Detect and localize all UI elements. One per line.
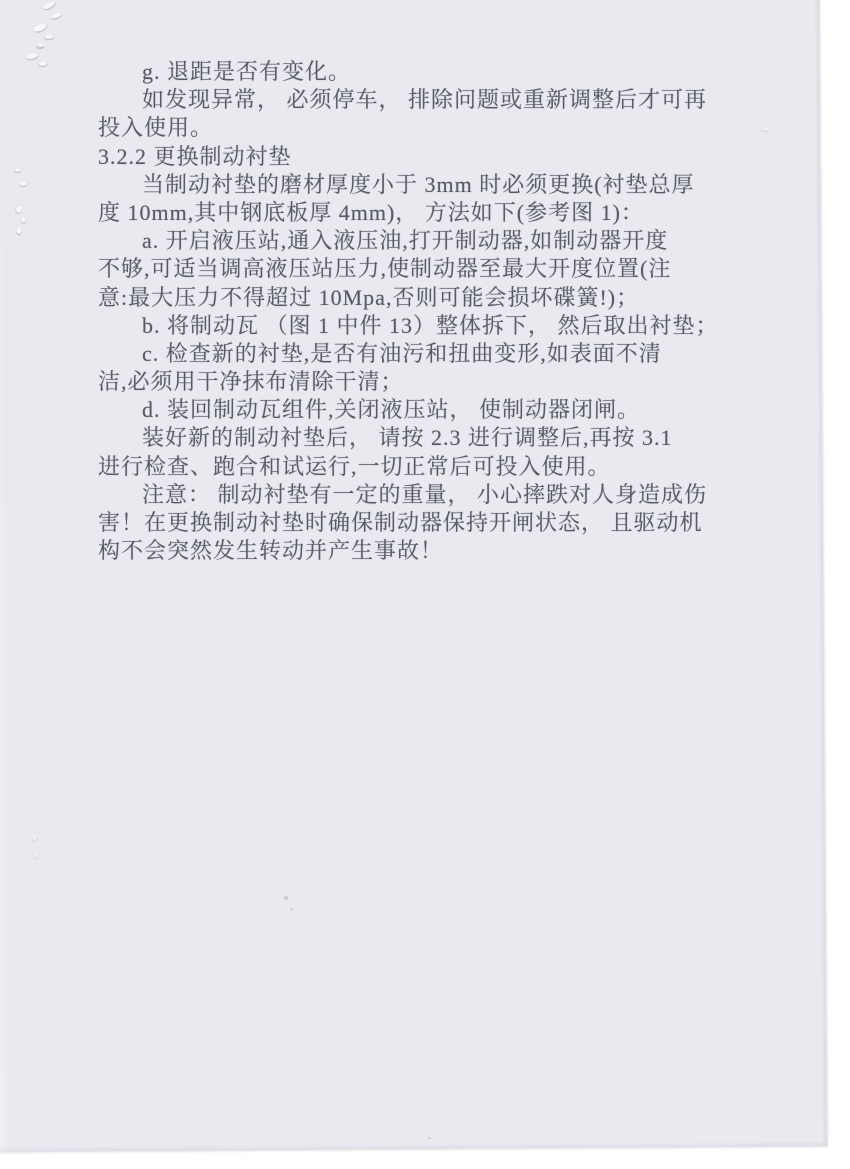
document-line: 如发现异常， 必须停车， 排除问题或重新调整后才可再 — [142, 87, 708, 113]
document-body — [98, 58, 758, 565]
document-line: 洁,必须用干净抹布清除干清； — [98, 369, 404, 395]
document-line: 投入使用。 — [98, 115, 214, 141]
document-line: d. 装回制动瓦组件,关闭液压站， 使制动器闭闸。 — [142, 397, 641, 423]
document-line: 注意： 制动衬垫有一定的重量， 小心摔跌对人身造成伤 — [142, 481, 708, 507]
document-line: 害！在更换制动衬垫时确保制动器保持开闸状态， 且驱动机 — [98, 510, 703, 535]
document-line: 进行检查、跑合和试运行,一切正常后可投入使用。 — [98, 453, 611, 479]
document-line: 意:最大压力不得超过 10Mpa,否则可能会损坏碟簧!)； — [98, 284, 640, 310]
scan-speck — [34, 851, 38, 858]
document-line: a. 开启液压站,通入液压油,打开制动器,如制动器开度 — [142, 228, 669, 254]
scan-speck — [37, 43, 44, 47]
document-line: 3.2.2 更换制动衬垫 — [98, 143, 292, 169]
document-line: 不够,可适当调高液压站压力,使制动器至最大开度位置(注 — [98, 256, 672, 282]
scan-speck — [44, 34, 54, 39]
scan-speck — [762, 127, 769, 131]
scan-smudge — [284, 896, 288, 900]
scan-smudge — [290, 908, 293, 911]
scan-speck — [38, 61, 47, 66]
document-line: c. 检查新的衬垫,是否有油污和扭曲变形,如表面不清 — [142, 340, 662, 366]
document-line: b. 将制动瓦 （图 1 中件 13）整体拆下， 然后取出衬垫； — [142, 312, 719, 338]
document-line: 当制动衬垫的磨材厚度小于 3mm 时必须更换(衬垫总厚 — [142, 171, 695, 197]
document-line: g. 退距是否有变化。 — [142, 59, 352, 84]
scan-speck — [32, 833, 37, 841]
document-line: 构不会突然发生转动并产生事故！ — [98, 538, 444, 564]
scan-smudge — [428, 1137, 431, 1139]
scan-speck — [14, 168, 21, 172]
scan-speck — [19, 181, 27, 186]
scan-speck — [16, 227, 22, 234]
document-line: 装好新的制动衬垫后， 请按 2.3 进行调整后,再按 3.1 — [142, 425, 673, 451]
document-line: 度 10mm,其中钢底板厚 4mm)， 方法如下(参考图 1)： — [98, 199, 644, 225]
scan-speck — [21, 216, 26, 223]
document-lines — [98, 58, 758, 565]
